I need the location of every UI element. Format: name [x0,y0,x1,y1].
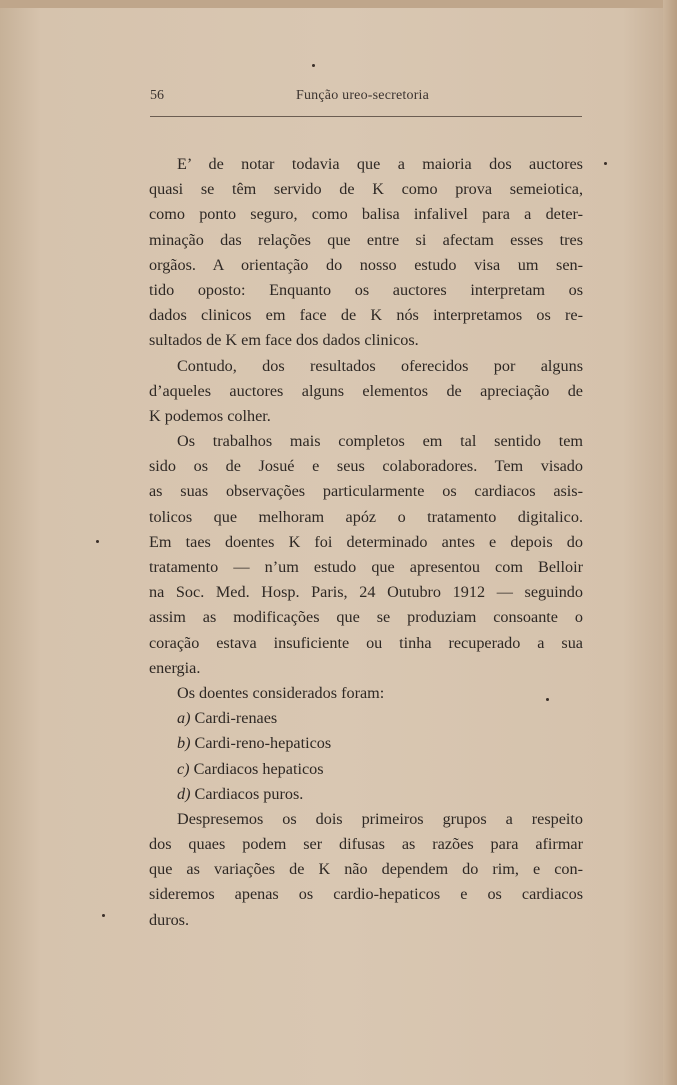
list-item [149,782,583,807]
text-line: na Soc. Med. Hosp. Paris, 24 Outubro 1912 — seguindo [149,583,583,602]
page-top-edge [0,0,677,8]
text-line: assim as modificações que se produziam consoante o [149,608,583,627]
paper-speck [96,540,99,543]
text-line: tido oposto: Enquanto os auctores interpretam os [149,280,583,299]
text-line: K podemos colher. [149,406,271,425]
page-number: 56 [150,88,164,103]
text-line: orgãos. A orientação do nosso estudo visa um sen- [149,255,583,274]
paper-speck [546,698,549,701]
patient-group-list [149,706,583,807]
list-item [149,757,583,782]
paragraph-1 [149,152,583,354]
text-line: sideremos apenas os cardio-hepaticos e os cardiacos [149,885,583,904]
text-line: Contudo, dos resultados oferecidos por alguns [177,356,583,375]
text-line: Os doentes considerados foram: [177,683,385,702]
text-line: quasi se têm servido de K como prova semeiotica, [149,180,583,199]
list-letter: c) [177,759,190,778]
text-line: tratamento — n’um estudo que apresentou com Belloir [149,558,583,576]
list-letter: b) [177,734,191,753]
list-text: Cardi-renaes [194,709,278,728]
paper-speck [312,64,315,67]
text-line: tolicos que melhoram apóz o tratamento digitalico. [149,507,583,526]
body-text [149,152,583,933]
text-line: E’ de notar todavia que a maioria dos auctores [177,155,583,173]
list-text: Cardiacos hepaticos [193,759,324,778]
paragraph-5 [149,807,583,933]
header-rule [150,116,582,117]
paper-speck [102,914,105,917]
text-line: Os trabalhos mais completos em tal sentido tem [177,432,583,451]
text-line: dados clinicos em face de K nós interpretamos os re- [149,306,583,325]
text-line: duros. [149,910,190,929]
list-text: Cardiacos puros. [194,784,304,803]
text-line: sido os de Josué e seus colaboradores. Tem visado [149,457,583,476]
list-item [149,731,583,756]
page-right-edge [663,0,677,1085]
text-line: d’aqueles auctores alguns elementos de apreciação de [149,381,583,400]
text-line: como ponto seguro, como balisa infalivel para a deter- [149,205,583,224]
paragraph-3 [149,429,583,681]
paragraph-2 [149,354,583,430]
paragraph-4 [149,681,583,706]
paper-speck [604,162,607,165]
list-letter: a) [177,709,191,728]
running-title: Função ureo-secretoria [296,88,430,103]
text-line: coração estava insuficiente ou tinha recuperado a sua [149,633,583,652]
text-line: sultados de K em face dos dados clinicos. [149,331,419,350]
text-line: minação das relações que entre si afectam esses tres [149,230,583,249]
text-line: as suas observações particularmente os cardiacos asis- [149,482,583,501]
text-line: que as variações de K não dependem do rim, e con- [149,860,583,879]
list-item [149,706,583,731]
text-line: dos quaes podem ser difusas as razões para afirmar [149,835,583,854]
text-line: energia. [149,658,201,677]
running-header [150,88,590,112]
text-line: Em taes doentes K foi determinado antes e depois do [149,532,583,551]
list-text: Cardi-reno-hepaticos [194,734,332,753]
list-letter: d) [177,784,191,803]
text-line: Despresemos os dois primeiros grupos a respeito [177,809,583,828]
